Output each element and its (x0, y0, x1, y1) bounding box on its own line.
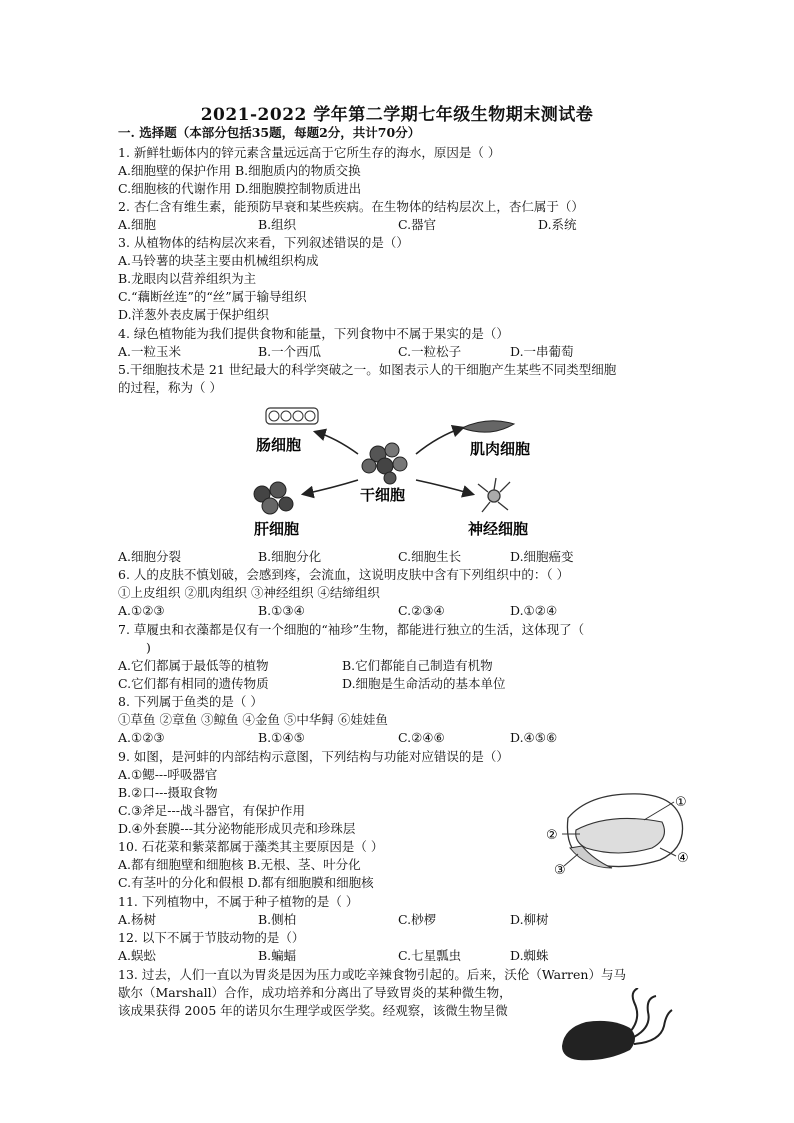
q4-option-c: C.一粒松子 (398, 344, 462, 359)
q1-options-cd: C.细胞核的代谢作用 D.细胞膜控制物质进出 (118, 181, 362, 196)
nerve-cell-label: 神经细胞 (468, 520, 529, 538)
q9-option-c: C.③斧足---战斗器官，有保护作用 (118, 803, 305, 818)
q8-items: ①草鱼 ②章鱼 ③鲸鱼 ④金鱼 ⑤中华鲟 ⑥娃娃鱼 (118, 712, 388, 727)
q12-option-a: A.蜈蚣 (118, 948, 157, 963)
q2-option-c: C.器官 (398, 217, 437, 232)
q10-options-ab: A.都有细胞壁和细胞核 B.无根、茎、叶分化 (118, 857, 361, 872)
bacterium-body (562, 1021, 635, 1060)
q7-stem-line2: ) (146, 640, 151, 655)
label-line-3 (564, 854, 578, 866)
intestine-cell-label: 肠细胞 (256, 436, 302, 454)
q5-option-a: A.细胞分裂 (118, 549, 182, 564)
q2-option-d: D.系统 (538, 217, 577, 232)
label-1: ① (675, 795, 687, 810)
bacterium-figure (556, 988, 676, 1066)
q9-stem: 9. 如图，是河蚌的内部结构示意图，下列结构与功能对应错误的是（） (118, 749, 509, 764)
q12-stem: 12. 以下不属于节肢动物的是（） (118, 930, 305, 945)
q11-option-a: A.杨树 (118, 912, 157, 927)
q11-stem: 11. 下列植物中，不属于种子植物的是（ ） (118, 894, 359, 909)
nerve-cell-image (478, 478, 510, 512)
q3-option-c: C.“藕断丝连”的“丝”属于输导组织 (118, 289, 307, 304)
q5-stem-line2: 的过程，称为（ ） (118, 380, 222, 395)
q8-option-a: A.①②③ (118, 730, 165, 745)
q9-option-d: D.④外套膜---其分泌物能形成贝壳和珍珠层 (118, 821, 356, 836)
q3-option-d: D.洋葱外表皮属于保护组织 (118, 307, 270, 322)
stem-cell-image (362, 443, 407, 484)
q3-option-a: A.马铃薯的块茎主要由机械组织构成 (118, 253, 319, 268)
q5-option-d: D.细胞癌变 (510, 549, 574, 564)
q2-option-a: A.细胞 (118, 217, 157, 232)
q6-option-d: D.①②④ (510, 603, 558, 618)
intestine-cell-image (266, 408, 318, 424)
q11-option-b: B.侧柏 (258, 912, 297, 927)
muscle-cell-image (462, 421, 514, 432)
q8-option-b: B.①④⑤ (258, 730, 305, 745)
q7-option-b: B.它们都能自己制造有机物 (342, 658, 493, 673)
q13-line1: 13. 过去，人们一直以为胃炎是因为压力或吃辛辣食物引起的。后来，沃伦（Warren）与马 (118, 967, 626, 982)
q1-stem: 1. 新鲜牡蛎体内的锌元素含量远远高于它所生存的海水，原因是（ ） (118, 145, 501, 160)
q11-option-d: D.柳树 (510, 912, 549, 927)
section-heading: 一. 选择题（本部分包括35题，每题2分，共计70分） (118, 125, 421, 140)
muscle-cell-label: 肌肉细胞 (470, 440, 531, 458)
q7-option-a: A.它们都属于最低等的植物 (118, 658, 269, 673)
q8-stem: 8. 下列属于鱼类的是（ ） (118, 694, 263, 709)
q8-option-c: C.②④⑥ (398, 730, 445, 745)
liver-cell-label: 肝细胞 (254, 520, 300, 538)
q12-option-c: C.七星瓢虫 (398, 948, 462, 963)
q6-option-c: C.②③④ (398, 603, 445, 618)
label-4: ④ (677, 851, 689, 866)
q4-option-a: A.一粒玉米 (118, 344, 182, 359)
arrow-to-intestine (316, 432, 358, 454)
flagellum-3 (634, 1010, 672, 1044)
q6-stem: 6. 人的皮肤不慎划破，会感到疼，会流血，这说明皮肤中含有下列组织中的：（ ） (118, 567, 570, 582)
q4-stem: 4. 绿色植物能为我们提供食物和能量，下列食物中不属于果实的是（） (118, 326, 509, 341)
stem-cell-figure (240, 398, 570, 546)
label-3: ③ (554, 863, 566, 878)
flagellum-2 (632, 996, 656, 1038)
arrow-to-muscle (416, 428, 462, 454)
q9-option-b: B.②口---摄取食物 (118, 785, 218, 800)
q12-option-b: B.蝙蝠 (258, 948, 297, 963)
q6-items: ①上皮组织 ②肌肉组织 ③神经组织 ④结缔组织 (118, 585, 380, 600)
arrow-to-nerve (416, 480, 472, 494)
q11-option-c: C.桫椤 (398, 912, 437, 927)
q10-options-cd: C.有茎叶的分化和假根 D.都有细胞膜和细胞核 (118, 875, 374, 890)
q13-line2: 歇尔（Marshall）合作，成功培养和分离出了导致胃炎的某种微生物， (118, 985, 512, 1000)
q5-stem-line1: 5.干细胞技术是 21 世纪最大的科学突破之一。如图表示人的干细胞产生某些不同类型细胞 (118, 362, 617, 377)
flagellum-1 (630, 988, 638, 1032)
q3-stem: 3. 从植物体的结构层次来看，下列叙述错误的是（） (118, 235, 409, 250)
mussel-figure (540, 786, 700, 882)
q5-option-b: B.细胞分化 (258, 549, 322, 564)
q8-option-d: D.④⑤⑥ (510, 730, 558, 745)
q7-option-c: C.它们都有相同的遗传物质 (118, 676, 269, 691)
q1-options-ab: A.细胞壁的保护作用 B.细胞质内的物质交换 (118, 163, 361, 178)
q2-stem: 2. 杏仁含有维生素，能预防早衰和某些疾病。在生物体的结构层次上，杏仁属于（） (118, 199, 584, 214)
q2-option-b: B.组织 (258, 217, 297, 232)
arrow-to-liver (304, 480, 358, 494)
q6-option-a: A.①②③ (118, 603, 165, 618)
label-2: ② (546, 828, 558, 843)
q6-option-b: B.①③④ (258, 603, 305, 618)
q10-stem: 10. 石花菜和紫菜都属于藻类其主要原因是（ ） (118, 839, 384, 854)
q7-option-d: D.细胞是生命活动的基本单位 (342, 676, 506, 691)
q9-option-a: A.①鳃---呼吸器官 (118, 767, 218, 782)
q4-option-b: B.一个西瓜 (258, 344, 322, 359)
q5-option-c: C.细胞生长 (398, 549, 462, 564)
q4-option-d: D.一串葡萄 (510, 344, 574, 359)
q12-option-d: D.蜘蛛 (510, 948, 549, 963)
q7-stem-line1: 7. 草履虫和衣藻都是仅有一个细胞的“袖珍”生物，都能进行独立的生活，这体现了（ (118, 622, 585, 637)
liver-cell-image (254, 482, 293, 514)
q13-line3: 该成果获得 2005 年的诺贝尔生理学或医学奖。经观察，该微生物呈微 (118, 1003, 508, 1018)
page-title: 2021-2022 学年第二学期七年级生物期末测试卷 (200, 105, 594, 125)
q3-option-b: B.龙眼肉以营养组织为主 (118, 271, 257, 286)
stem-cell-label: 干细胞 (360, 486, 406, 504)
